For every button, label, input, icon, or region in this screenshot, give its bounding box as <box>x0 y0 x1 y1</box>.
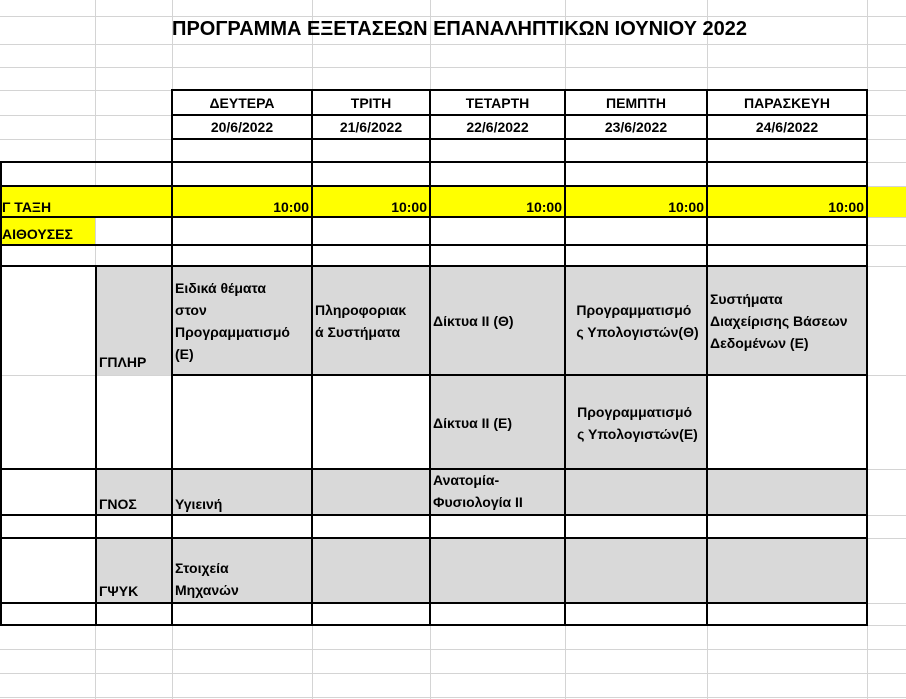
exam-cell[interactable] <box>315 268 430 374</box>
exam-cell[interactable] <box>433 377 565 468</box>
exam-time[interactable]: 10:00 <box>391 199 427 215</box>
exam-subject: Δίκτυα ΙΙ (Ε) <box>433 414 512 431</box>
gridline <box>0 697 906 698</box>
exam-cell[interactable] <box>568 268 707 374</box>
border-line <box>171 114 868 116</box>
exam-time[interactable]: 10:00 <box>668 199 704 215</box>
border-line <box>0 514 868 516</box>
rooms-label[interactable]: ΑΙΘΟΥΣΕΣ <box>2 226 73 242</box>
border-line <box>0 602 868 604</box>
day-date[interactable]: 23/6/2022 <box>604 119 668 135</box>
exam-cell[interactable] <box>175 268 312 374</box>
class-label[interactable]: Γ ΤΑΞΗ <box>2 199 52 215</box>
exam-subject: Προγραμματισμό ς Υπολογιστών(Θ) <box>576 302 699 340</box>
day-date[interactable]: 24/6/2022 <box>755 119 819 135</box>
border-line <box>0 185 868 187</box>
gridline <box>0 67 906 68</box>
exam-cell[interactable] <box>710 268 867 374</box>
exam-subject: Προγραμματισμό ς Υπολογιστών(Ε) <box>577 403 698 442</box>
border-line <box>171 89 173 626</box>
border-line <box>0 244 868 246</box>
exam-subject: Στοιχεία Μηχανών <box>175 560 239 598</box>
gridline <box>0 673 906 674</box>
gridline <box>0 649 906 650</box>
day-date[interactable]: 21/6/2022 <box>339 119 403 135</box>
exam-cell[interactable] <box>433 268 565 374</box>
day-name[interactable]: ΠΑΡΑΣΚΕΥΗ <box>744 95 830 111</box>
group-label-gpsyk[interactable]: ΓΨΥΚ <box>99 583 139 599</box>
exam-time[interactable]: 10:00 <box>526 199 562 215</box>
exam-subject: Δίκτυα ΙΙ (Θ) <box>433 313 514 329</box>
exam-subject: Συστήματα Διαχείρισης Βάσεων Δεδομένων (Ε) <box>710 291 848 351</box>
border-line <box>0 624 868 626</box>
exam-subject: Ειδικά θέματα στον Προγραμματισμό (Ε) <box>175 280 290 362</box>
border-line <box>171 374 868 376</box>
day-name[interactable]: ΤΡΙΤΗ <box>350 95 392 111</box>
border-line <box>0 265 868 267</box>
border-line <box>171 138 868 140</box>
border-line <box>0 161 2 626</box>
border-line <box>706 89 708 626</box>
border-line <box>0 161 868 163</box>
group-label-gnos[interactable]: ΓΝΟΣ <box>99 496 137 512</box>
border-line <box>866 89 868 626</box>
day-name[interactable]: ΤΕΤΑΡΤΗ <box>465 95 530 111</box>
border-line <box>0 468 868 470</box>
border-line <box>95 266 97 626</box>
exam-cell[interactable] <box>433 469 565 515</box>
border-line <box>429 89 431 626</box>
exam-subject: Πληροφοριακ ά Συστήματα <box>315 302 407 340</box>
group-label-gplir[interactable]: ΓΠΛΗΡ <box>99 354 147 370</box>
border-line <box>311 89 313 626</box>
day-name[interactable]: ΠΕΜΠΤΗ <box>606 95 666 111</box>
exam-cell[interactable] <box>568 377 707 468</box>
gridline <box>0 44 906 45</box>
day-name[interactable]: ΔΕΥΤΕΡΑ <box>209 95 275 111</box>
border-line <box>171 89 868 91</box>
day-date[interactable]: 20/6/2022 <box>210 119 274 135</box>
exam-subject[interactable]: Υγιεινή <box>175 496 223 512</box>
exam-time[interactable]: 10:00 <box>273 199 309 215</box>
border-line <box>0 216 868 218</box>
page-title: ΠΡΟΓΡΑΜΜΑ ΕΞΕΤΑΣΕΩΝ ΕΠΑΝΑΛΗΠΤΙΚΩΝ ΙΟΥΝΙΟΥ 2022 <box>172 18 747 40</box>
exam-time[interactable]: 10:00 <box>828 199 864 215</box>
border-line <box>564 89 566 626</box>
day-date[interactable]: 22/6/2022 <box>466 119 529 135</box>
exam-subject: Ανατομία- Φυσιολογία ΙΙ <box>433 472 523 510</box>
exam-cell[interactable] <box>175 557 312 603</box>
border-line <box>0 537 868 539</box>
